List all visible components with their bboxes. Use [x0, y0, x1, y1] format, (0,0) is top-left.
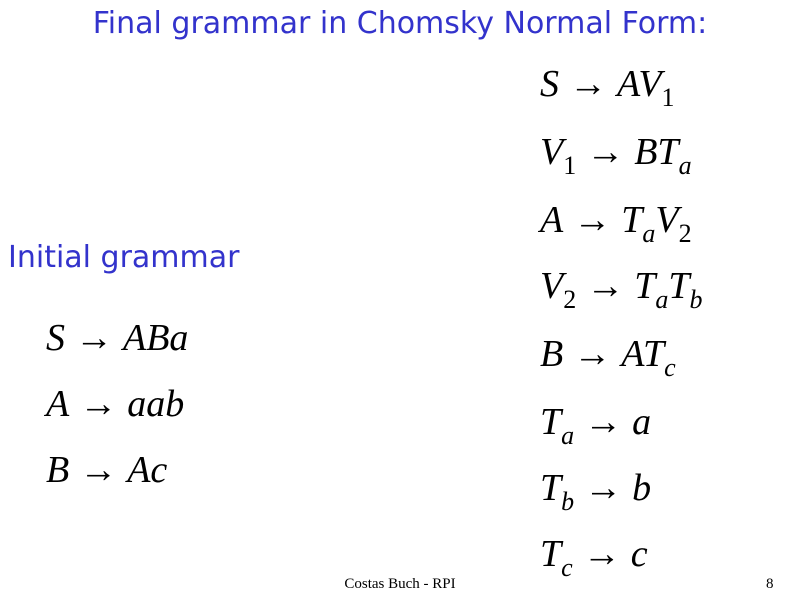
rule-rhs: aab	[127, 383, 185, 425]
rule-lhs-subscript: 2	[563, 285, 577, 314]
rule-lhs: S	[46, 317, 65, 359]
rule-lhs: V	[540, 131, 564, 173]
final-rule-8	[540, 532, 648, 582]
final-rule-7	[540, 466, 651, 516]
initial-rule-3	[46, 448, 167, 498]
rule-lhs-subscript: 1	[563, 151, 577, 180]
rule-lhs-subscript: b	[561, 487, 575, 516]
rule-rhs-subscript: a	[678, 151, 692, 180]
arrow-icon: →	[79, 449, 118, 491]
rule-rhs: c	[630, 533, 648, 575]
rule-lhs: T	[540, 467, 562, 509]
rule-rhs-2: T	[668, 265, 690, 307]
rule-rhs: T	[634, 265, 656, 307]
arrow-icon: →	[584, 401, 623, 443]
arrow-icon: →	[586, 265, 625, 307]
rule-lhs: A	[540, 199, 564, 241]
initial-rule-1	[46, 316, 188, 366]
rule-rhs-2: V	[655, 199, 679, 241]
arrow-icon: →	[75, 317, 113, 359]
arrow-icon: →	[573, 333, 612, 375]
rule-lhs: B	[46, 449, 70, 491]
final-rule-5	[540, 332, 676, 382]
arrow-icon: →	[569, 63, 607, 105]
rule-rhs: b	[632, 467, 652, 509]
rule-rhs-2-subscript: 2	[678, 219, 692, 248]
rule-rhs-subscript: a	[655, 285, 669, 314]
rule-rhs: ABa	[123, 317, 189, 359]
initial-rule-2	[46, 382, 184, 432]
rule-rhs: T	[621, 199, 643, 241]
slide-title: Final grammar in Chomsky Normal Form:	[92, 6, 708, 41]
rule-rhs-2-subscript: b	[689, 285, 703, 314]
rule-rhs: a	[632, 401, 652, 443]
rule-rhs-subscript: 1	[661, 83, 675, 112]
rule-rhs-subscript: a	[642, 219, 656, 248]
rule-lhs: V	[540, 265, 564, 307]
final-rule-2	[540, 130, 692, 180]
arrow-icon: →	[584, 467, 623, 509]
rule-lhs-subscript: a	[561, 421, 575, 450]
arrow-icon: →	[79, 383, 118, 425]
final-rule-6	[540, 400, 651, 450]
final-rule-1	[540, 62, 675, 112]
rule-rhs: BT	[634, 131, 679, 173]
arrow-icon: →	[573, 199, 612, 241]
rule-rhs-subscript: c	[664, 353, 676, 382]
rule-lhs: T	[540, 401, 562, 443]
rule-rhs: AT	[621, 333, 665, 375]
arrow-icon: →	[582, 533, 621, 575]
rule-lhs-subscript: c	[561, 553, 573, 582]
rule-rhs: Ac	[127, 449, 168, 491]
rule-rhs: AV	[617, 63, 662, 105]
slide-footer: Costas Buch - RPI	[344, 576, 456, 592]
arrow-icon: →	[586, 131, 625, 173]
page-number: 8	[766, 576, 774, 592]
rule-lhs: T	[540, 533, 562, 575]
rule-lhs: S	[540, 63, 559, 105]
initial-grammar-label: Initial grammar	[8, 240, 240, 275]
final-rule-4	[540, 264, 703, 314]
final-rule-3	[540, 198, 692, 248]
rule-lhs: B	[540, 333, 564, 375]
rule-lhs: A	[46, 383, 70, 425]
